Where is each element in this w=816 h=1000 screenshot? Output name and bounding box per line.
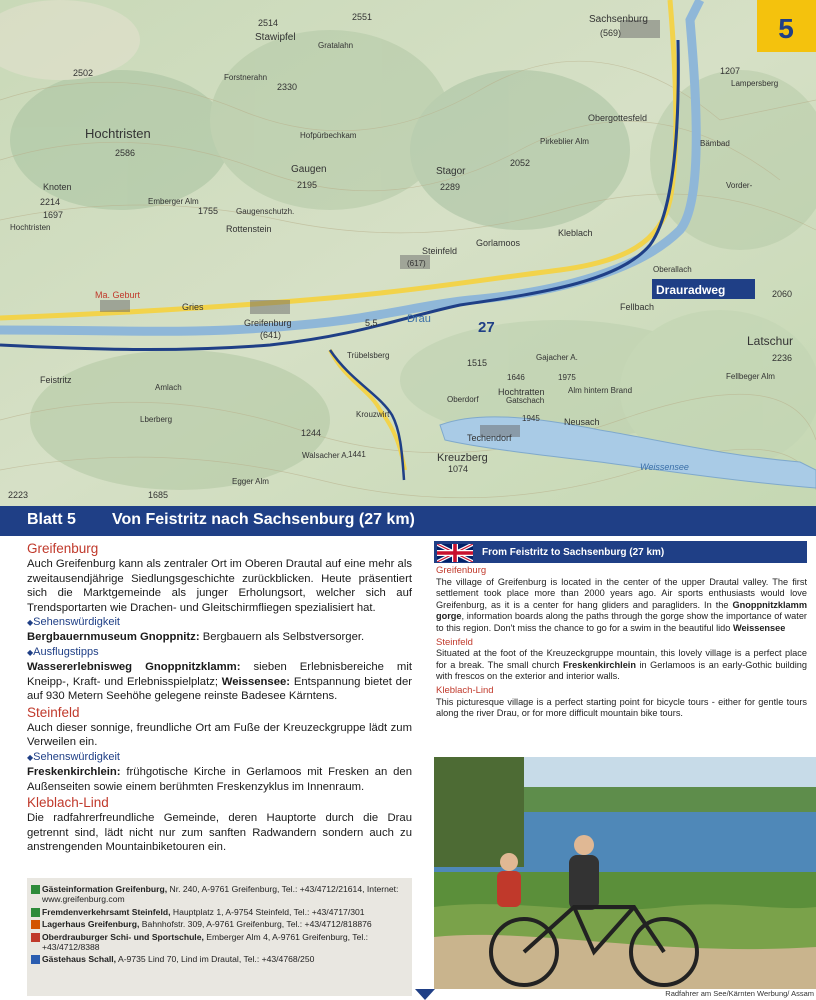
map-label: 5,5 (365, 318, 378, 328)
map-label: Gatschach (506, 396, 545, 405)
next-page-arrow-icon[interactable] (415, 989, 435, 1000)
map-label: Weissensee (640, 462, 689, 472)
map-label: Trübelsberg (347, 351, 390, 360)
sheet-badge: 5 (778, 13, 794, 44)
en-kleblach-text: This picturesque village is a perfect starting point for bicycle tours - either for gentle tours along the river Drau, or for more difficult mountain bike tours. (436, 696, 807, 719)
info-text: A-9735 Lind 70, Lind im Drautal, Tel.: +43/4768/250 (116, 954, 315, 965)
tips-line (27, 660, 412, 704)
shop-icon (31, 920, 40, 929)
map-label: Hochtristen (85, 126, 151, 141)
contact-info-box (27, 878, 412, 996)
en-steinfeld-heading: Steinfeld (436, 636, 473, 648)
map-label: Emberger Alm (148, 197, 199, 206)
english-text (434, 541, 807, 720)
info-row (27, 932, 412, 953)
info-name: Lagerhaus Greifenburg, (42, 919, 140, 930)
map-label: Obergottesfeld (588, 113, 648, 123)
map-label: 1697 (43, 210, 64, 220)
map-label: 1755 (198, 206, 219, 216)
map-label: Greifenburg (244, 318, 292, 328)
map-label: Gorlamoos (476, 238, 521, 248)
en-steinfeld-b: Freskenkirchlein (562, 659, 636, 670)
en-greifenburg-c: , information boards along the paths through the gorge show the importance of water to this region. Don't miss the chance to go for a swim in the beautiful lido (436, 611, 807, 633)
museum-line (27, 630, 412, 645)
photo-caption: Radfahrer am See/Kärnten Werbung/ Assam (665, 989, 814, 998)
en-steinfeld-a: Situated at the foot of the Kreuzeckgruppe mountain, this lovely village is a perfect place for a break. The small church (436, 648, 807, 670)
map-label: 1074 (448, 464, 469, 474)
map-label: Stawipfel (255, 32, 296, 43)
en-greifenburg-heading: Greifenburg (436, 565, 487, 576)
info-text: Hauptplatz 1, A-9754 Steinfeld, Tel.: +43/4717/301 (170, 906, 365, 917)
map-label: 2586 (115, 148, 136, 158)
route-title: Von Feistritz nach Sachsenburg (27 km) (112, 511, 415, 528)
house-icon (31, 955, 40, 964)
map-label: Latschur (747, 334, 794, 348)
map-label: (569) (600, 28, 622, 38)
info-text: Emberger Alm 4, A-9761 Greifenburg, Tel.: +43/4712/8388 (42, 931, 369, 953)
map-label: 2289 (440, 182, 461, 192)
en-greifenburg-a: The village of Greifenburg is located in the center of the upper Drautal valley. The first settlement took place more than 2000 years ago. Air sports enthusiasts would love Greifenburg, as it is a center for hang gliders and paragliders. In the (436, 576, 807, 610)
fresken-line (27, 765, 412, 794)
map-label: 2223 (8, 490, 29, 500)
map-label: 2551 (352, 12, 373, 22)
map-label: 1945 (522, 414, 540, 423)
map-label: Vorder- (726, 181, 753, 190)
info-row (27, 884, 412, 905)
tips-label: ◆ Ausflugstipps (27, 645, 412, 660)
map-label: 2330 (277, 82, 298, 92)
greifenburg-heading: Greifenburg (27, 541, 99, 556)
kleblach-text: Die radfahrerfreundliche Gemeinde, deren Hauptorte durch die Drau getrennt sind, lädt nicht nur zum sanften Radwandern sondern auch zu anstrengenden Mountainbiketouren ein. (27, 812, 412, 854)
map-label: Feistritz (40, 375, 72, 385)
map-label: 1515 (467, 358, 488, 368)
info-name: Fremdenverkehrsamt Steinfeld, (42, 906, 171, 917)
en-steinfeld-text (436, 648, 807, 683)
info-row (27, 954, 412, 964)
map-label: Fellbach (620, 302, 655, 312)
map-label: Oberallach (653, 265, 692, 274)
map-label: Amlach (155, 383, 182, 392)
greifenburg-text: Auch Greifenburg kann als zentraler Ort im Oberen Drautal auf eine mehr als zweitausendjährige Siedlungsgeschichte zurückblicken. Heute präsentiert sich die Marktgemeinde als junger Erholungsort, welcher sich auf Trendsportarten wie Drachen- und Gleitschirmfliegen spezialisiert hat. (27, 558, 412, 614)
map-label: Bämbad (700, 139, 730, 148)
english-header-title: From Feistritz to Sachsenburg (27 km) (482, 547, 665, 558)
map-label: (641) (260, 330, 282, 340)
map-label: Forstnerahn (224, 73, 268, 82)
map-label: Stagor (436, 166, 466, 177)
uk-flag-icon (437, 544, 473, 562)
map-label: 1244 (301, 428, 322, 438)
steinfeld-heading: Steinfeld (27, 704, 80, 720)
map-label: Kreuzberg (437, 452, 488, 464)
sheet-title-bar (0, 506, 816, 536)
map-label: 2514 (258, 18, 279, 28)
fresken-name: Freskenkirchlein: (27, 765, 121, 778)
map-label: Hochtristen (10, 223, 51, 232)
photo-svg (434, 757, 816, 989)
info-text: Bahnhofstr. 309, A-9761 Greifenburg, Tel.: +43/4712/818876 (139, 919, 372, 930)
tips-name-1: Wassererlebnisweg Gnoppnitzklamm: (27, 660, 241, 673)
kleblach-heading: Kleblach-Lind (27, 795, 109, 811)
map-label: Knoten (43, 182, 72, 192)
map-label: Hofpürbechkam (300, 131, 357, 140)
info-row (27, 919, 412, 929)
sheet-label: Blatt 5 (27, 511, 76, 528)
fresken-text: frühgotische Kirche in Gerlamoos mit Fresken an den Außenseiten sowie einem berühmten Freskenzyklus im Innenraum. (27, 765, 412, 793)
info-icon (31, 908, 40, 917)
map-label: Gratalahn (318, 41, 354, 50)
en-kleblach-heading: Kleblach-Lind (436, 684, 494, 696)
info-icon (31, 885, 40, 894)
en-greifenburg-b: Gnoppnitzklamm gorge (436, 599, 807, 622)
map-label: Pirkeblier Alm (540, 137, 589, 146)
map-label: Oberdorf (447, 395, 479, 404)
map-label: 2052 (510, 158, 531, 168)
map-label: Neusach (564, 417, 600, 427)
school-icon (31, 933, 40, 942)
map-label: 2236 (772, 353, 793, 363)
map-label: Sachsenburg (589, 14, 648, 25)
map-label: Hochtratten (498, 387, 545, 397)
map-label: 1207 (720, 66, 741, 76)
map-label: Fellbeger Alm (726, 372, 775, 381)
cyclists-photo (434, 757, 816, 989)
map-label: Lberberg (140, 415, 173, 424)
map-label: 1975 (558, 373, 576, 382)
map-label: Krouzwirt (356, 410, 390, 419)
map-label: Gaugenschutzh. (236, 207, 295, 216)
map-label: Gajacher A. (536, 353, 578, 362)
map-label: (617) (407, 259, 426, 268)
info-row (27, 907, 412, 917)
map-label: 1646 (507, 373, 525, 382)
map-label: Drau (407, 313, 431, 325)
museum-text: Bergbauern als Selbstversorger. (199, 631, 365, 644)
map-label: 2502 (73, 68, 94, 78)
sight-label: ◆ Sehenswürdigkeit (27, 615, 412, 630)
map-label: Steinfeld (422, 246, 458, 256)
info-name: Gästeinformation Greifenburg, (42, 884, 168, 894)
map-label: 27 (478, 319, 495, 336)
map-label: Techendorf (467, 433, 512, 443)
en-steinfeld-c: in Gerlamoos is an early-Gothic building with frescos on the exterior and interior walls. (436, 659, 807, 682)
en-greifenburg-d: Weissensee (732, 622, 786, 633)
map-label: 2195 (297, 180, 318, 190)
map-label: Alm hintern Brand (568, 386, 633, 395)
map-label: 1685 (148, 490, 169, 500)
map-label: Drauradweg (656, 283, 726, 297)
museum-name: Bergbauernmuseum Gnoppnitz: (27, 631, 200, 644)
map-label: Gaugen (291, 164, 327, 175)
steinfeld-text: Auch dieser sonnige, freundliche Ort am Fuße der Kreuzeckgruppe lädt zum Verweilen ein. (27, 721, 412, 749)
map-label: 2060 (772, 289, 793, 299)
map-label: Ma. Geburt (95, 290, 141, 300)
map-label: Egger Alm (232, 477, 269, 486)
map-label: Kleblach (558, 228, 593, 238)
german-text (27, 540, 412, 855)
map-label: 2214 (40, 197, 61, 207)
map-label: 1441 (348, 450, 366, 459)
info-name: Gästehaus Schall, (42, 954, 117, 965)
info-text: Nr. 240, A-9761 Greifenburg, Tel.: +43/4712/21614, Internet: www.greifenburg.com (42, 884, 399, 905)
en-greifenburg-text (436, 577, 807, 635)
map-label: Lampersberg (731, 79, 779, 88)
tips-name-2: Weissensee: (221, 675, 291, 688)
english-header (434, 541, 807, 563)
info-name: Oberdrauburger Schi- und Sportschule, (42, 931, 204, 942)
map-label: Walsacher A. (302, 451, 349, 460)
tips-text-2: Entspannung bietet der auf 930 Metern Seehöhe gelegene reinste Badesee Kärntens. (27, 675, 412, 703)
map-label: Gries (182, 302, 204, 312)
map-label: Rottenstein (226, 224, 272, 234)
sight2-label: ◆ Sehenswürdigkeit (27, 750, 412, 765)
tips-text-1: sieben Erlebnisbereiche mit Kneipp-, Kraft- und Erlebnisspielplatz; (27, 660, 412, 688)
